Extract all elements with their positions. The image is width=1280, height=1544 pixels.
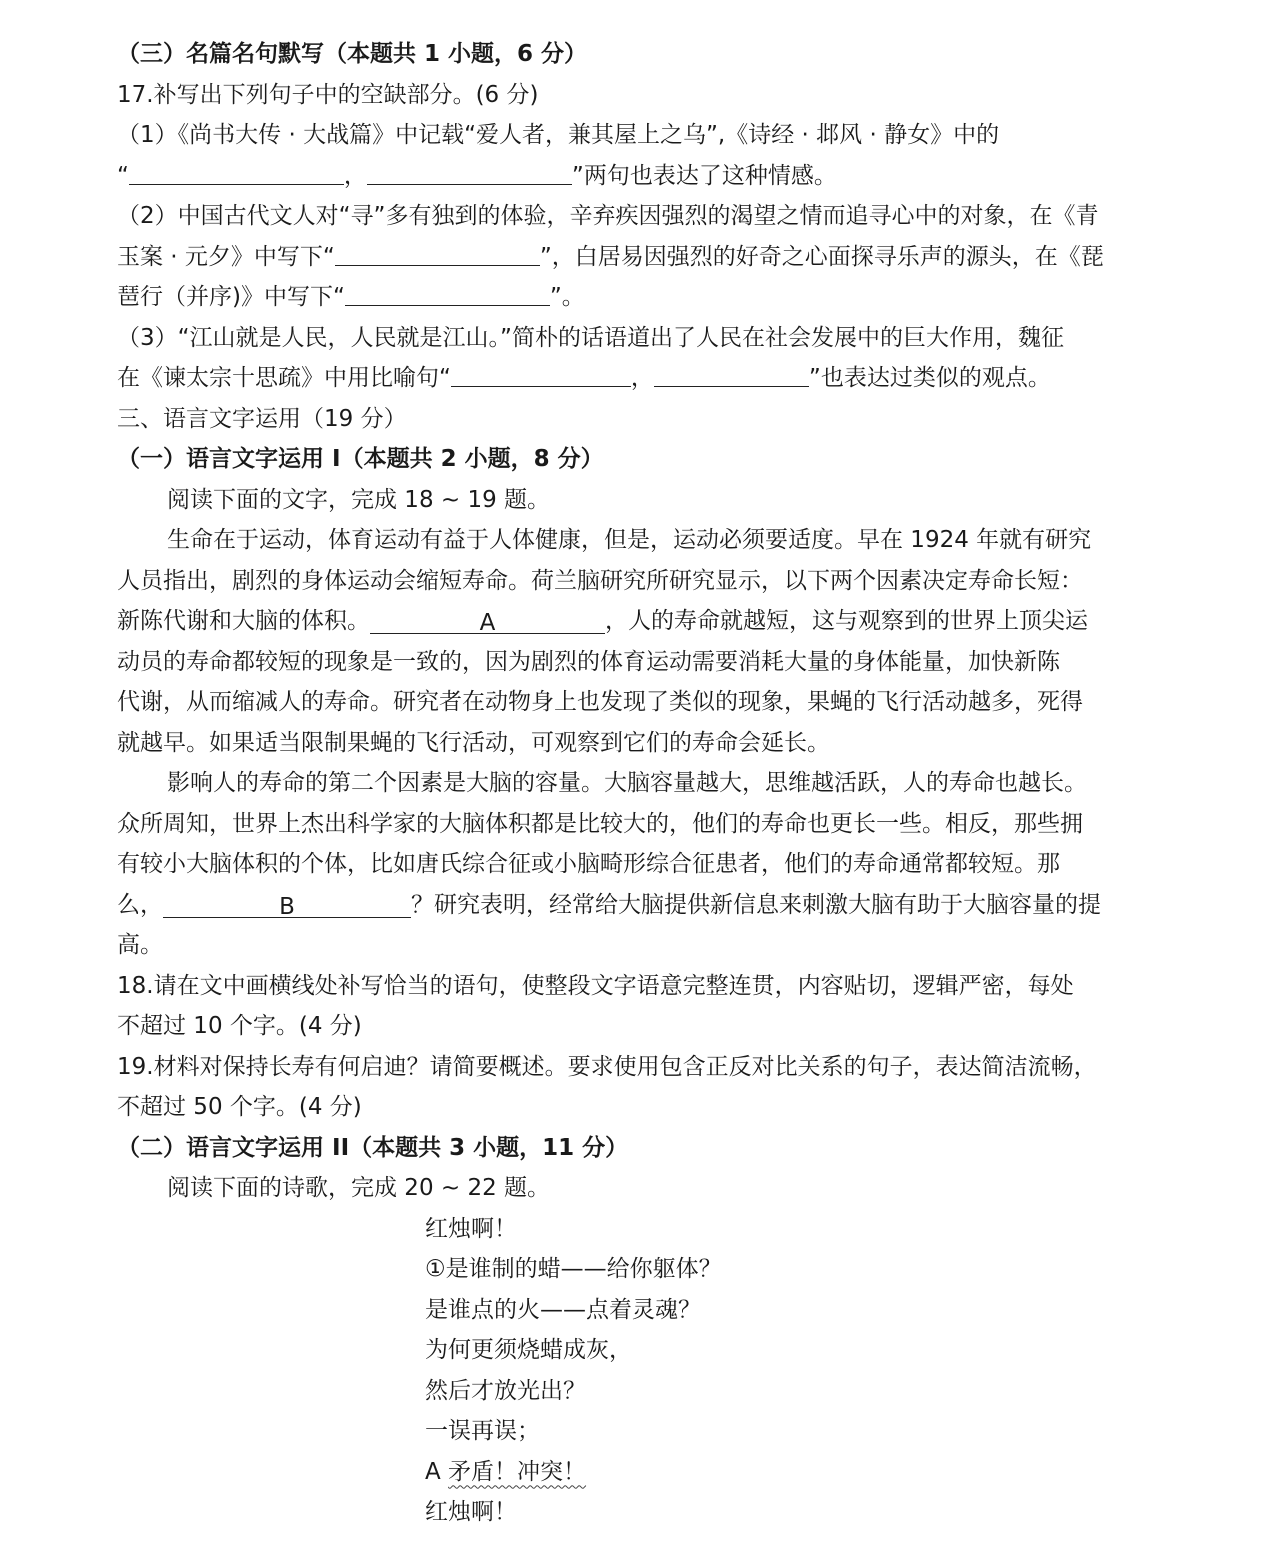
- q17-stem: 17.补写出下列句子中的空缺部分。(6 分): [117, 81, 539, 108]
- q17-part1-line1: （1）《尚书大传 · 大战篇》中记载“爱人者，兼其屋上之乌”,《诗经 · 邶风 · 静女》中的: [117, 122, 1000, 148]
- answer-blank-b[interactable]: B: [163, 893, 411, 918]
- passage-p2-l1: 影响人的寿命的第二个因素是大脑的容量。大脑容量越大，思维越活跃，人的寿命也越长。: [167, 770, 1087, 796]
- q17-part2-tail2: ”。: [549, 284, 585, 310]
- q17-part1-tail: ”两句也表达了这种情感。: [571, 162, 837, 189]
- poem-label-a: A: [425, 1458, 449, 1485]
- passage-p1-l1: 生命在于运动，体育运动有益于人体健康，但是，运动必须要适度。早在 1924 年就有研究: [167, 527, 1092, 553]
- answer-blank-2[interactable]: [367, 160, 572, 185]
- poem-line-7: [117, 1452, 1177, 1493]
- answer-blank-5[interactable]: [451, 362, 631, 387]
- q18-line2: 不超过 10 个字。(4 分): [117, 1013, 362, 1039]
- q19-line2: 不超过 50 个字。(4 分): [117, 1094, 362, 1120]
- passage-p1-l3-head: 新陈代谢和大脑的体积。: [117, 608, 370, 634]
- passage-p2-l3: 有较小大脑体积的个体，比如唐氏综合征或小脑畸形综合征患者，他们的寿命通常都较短。那: [117, 851, 1060, 877]
- answer-blank-4[interactable]: [345, 281, 550, 306]
- exam-page: [117, 34, 1177, 1533]
- passage-p1-l3-tail: ，人的寿命就越短，这与观察到的世界上顶尖运: [605, 608, 1088, 634]
- passage-p1-l2: 人员指出，剧烈的身体运动会缩短寿命。荷兰脑研究所研究显示，以下两个因素决定寿命长短：: [117, 567, 1083, 594]
- poem-line-5: 然后才放光出？: [425, 1377, 586, 1404]
- passage-p2-l4-tail: ？研究表明，经常给大脑提供新信息来刺激大脑有助于大脑容量的提: [411, 891, 1101, 918]
- passage-p2-l5: 高。: [117, 932, 163, 958]
- poem-line-2: ①是谁制的蜡——给你躯体？: [425, 1256, 722, 1282]
- passage-p1-l4: 动员的寿命都较短的现象是一致的，因为剧烈的体育运动需要消耗大量的身体能量，加快新陈: [117, 648, 1060, 675]
- subsection-1-header: （一）语言文字运用 I（本题共 2 小题，8 分）: [117, 446, 604, 472]
- comma: ，: [630, 365, 654, 391]
- section-3-header: （三）名篇名句默写（本题共 1 小题，6 分）: [117, 41, 588, 67]
- instruction-2: 阅读下面的诗歌，完成 20 ~ 22 题。: [167, 1175, 551, 1201]
- answer-blank-1[interactable]: [129, 160, 344, 185]
- passage-p1-l6: 就越早。如果适当限制果蝇的飞行活动，可观察到它们的寿命会延长。: [117, 729, 830, 756]
- passage-p2-l4: [117, 885, 1177, 926]
- comma: ，: [343, 162, 367, 189]
- poem-line-6: 一误再误；: [425, 1418, 540, 1444]
- answer-blank-a[interactable]: A: [370, 609, 605, 634]
- part-3-title: 三、语言文字运用（19 分）: [117, 405, 407, 432]
- passage-p1-l3: [117, 601, 1177, 642]
- passage-p2-l4-head: 么，: [117, 891, 163, 918]
- q17-part2-line1: （2）中国古代文人对“寻”多有独到的体验，辛弃疾因强烈的渴望之情而追寻心中的对象，在《青: [117, 203, 1099, 229]
- instruction-1: 阅读下面的文字，完成 18 ~ 19 题。: [167, 486, 551, 513]
- passage-p2-l2: 众所周知，世界上杰出科学家的大脑体积都是比较大的，他们的寿命也更长一些。相反，那些拥: [117, 810, 1083, 837]
- q17-part3-line2: [117, 358, 1177, 399]
- q17-part2-head: 玉案 · 元夕》中写下“: [117, 243, 335, 270]
- passage-p1-l5: 代谢，从而缩减人的寿命。研究者在动物身上也发现了类似的现象，果蝇的飞行活动越多，死得: [117, 689, 1083, 715]
- q17-part2-line2: [117, 237, 1177, 278]
- q19-line1: 19.材料对保持长寿有何启迪？请简要概述。要求使用包含正反对比关系的句子，表达简洁流畅，: [117, 1053, 1097, 1080]
- answer-blank-3[interactable]: [335, 241, 540, 266]
- q17-part2-head2: 琶行（并序)》中写下“: [117, 284, 345, 310]
- q17-part3-tail: ”也表达过类似的观点。: [808, 365, 1051, 391]
- open-quote: “: [117, 162, 129, 189]
- poem-wavy-text: 矛盾！冲突！: [448, 1458, 587, 1485]
- poem-line-1: 红烛啊！: [425, 1215, 517, 1242]
- poem-line-8: 红烛啊！: [425, 1499, 517, 1525]
- answer-blank-6[interactable]: [654, 362, 809, 387]
- q17-part3-head: 在《谏太宗十思疏》中用比喻句“: [117, 365, 451, 391]
- subsection-2-header: （二）语言文字运用 II（本题共 3 小题，11 分）: [117, 1134, 629, 1161]
- q17-part1-line2: [117, 156, 1177, 197]
- q17-part2-tail: ”，白居易因强烈的好奇之心面探寻乐声的源头，在《琵: [539, 243, 1104, 270]
- q18-line1: 18.请在文中画横线处补写恰当的语句，使整段文字语意完整连贯，内容贴切，逻辑严密，每处: [117, 972, 1074, 999]
- q17-part2-line3: [117, 277, 1177, 318]
- q17-part3-line1: （3）“江山就是人民，人民就是江山。”简朴的话语道出了人民在社会发展中的巨大作用，魏征: [117, 324, 1064, 351]
- poem-line-4: 为何更须烧蜡成灰，: [425, 1337, 632, 1363]
- poem-line-3: 是谁点的火——点着灵魂？: [425, 1296, 701, 1323]
